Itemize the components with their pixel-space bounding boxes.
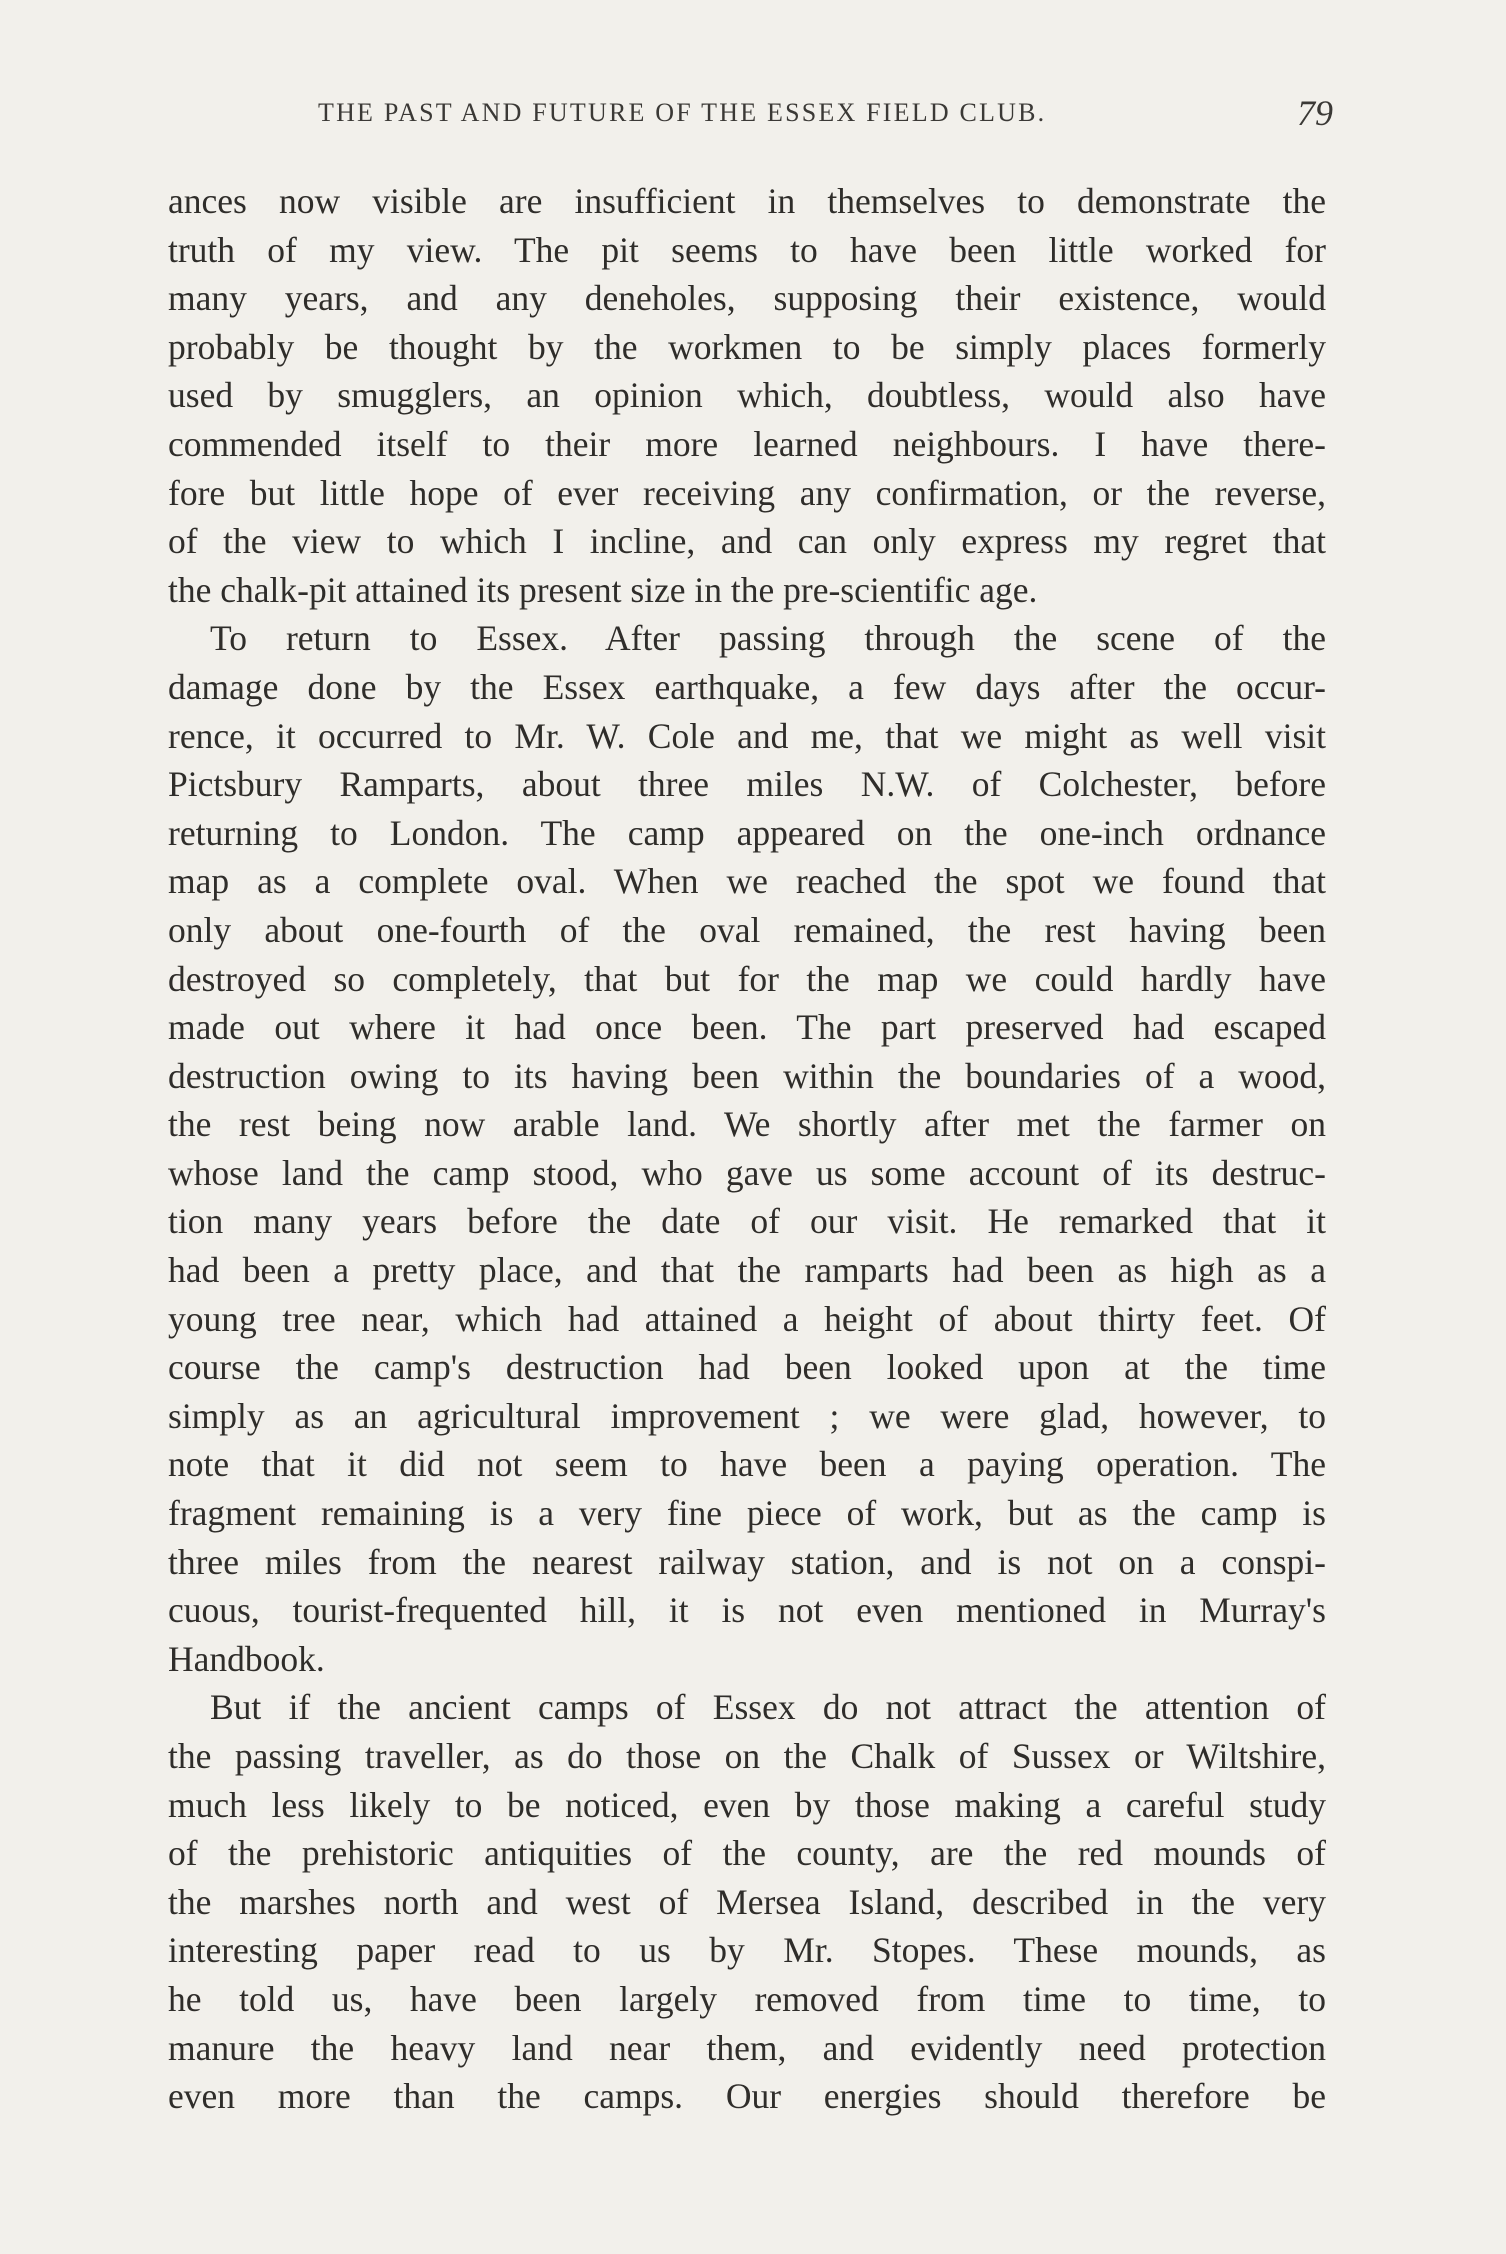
text-line: map as a complete oval. When we reached the spot we found that [168,861,1326,902]
text-line: many years, and any deneholes, supposing their existence, would [168,278,1326,319]
text-line: three miles from the nearest railway station, and is not on a conspi- [168,1541,1326,1582]
text-line: interesting paper read to us by Mr. Stopes. These mounds, as [168,1930,1326,1971]
text-line: made out where it had once been. The part preserved had escaped [168,1007,1326,1048]
text-line: the marshes north and west of Mersea Island, described in the very [168,1881,1326,1922]
running-header [168,92,1343,136]
text-line: returning to London. The camp appeared on the one-inch ordnance [168,812,1326,853]
text-line: simply as an agricultural improvement ; we were glad, however, to [168,1395,1326,1436]
text-line: commended itself to their more learned neighbours. I have there- [168,423,1326,464]
text-line: of the prehistoric antiquities of the county, are the red mounds of [168,1833,1326,1874]
text-line: the passing traveller, as do those on the Chalk of Sussex or Wiltshire, [168,1736,1326,1776]
text-line: ances now visible are insufficient in themselves to demonstrate the [168,181,1326,221]
text-line: used by smugglers, an opinion which, doubtless, would also have [168,375,1326,416]
text-line: course the camp's destruction had been looked upon at the time [168,1347,1326,1388]
text-line: manure the heavy land near them, and evidently need protection [168,2027,1326,2068]
text-line: he told us, have been largely removed from time to time, to [168,1978,1326,2019]
page-number: 79 [1297,93,1333,133]
text-line: even more than the camps. Our energies should therefore be [168,2076,1326,2117]
text-line: note that it did not seem to have been a paying operation. The [168,1444,1326,1485]
text-line: whose land the camp stood, who gave us some account of its destruc- [168,1152,1326,1193]
text-line: To return to Essex. After passing through the scene of the [210,618,1326,659]
text-line: rence, it occurred to Mr. W. Cole and me, that we might as well visit [168,715,1326,756]
text-line: probably be thought by the workmen to be simply places formerly [168,326,1326,367]
text-line: destroyed so completely, that but for the map we could hardly have [168,958,1326,999]
text-line: fore but little hope of ever receiving any confirmation, or the reverse, [168,472,1326,513]
text-line: damage done by the Essex earthquake, a few days after the occur- [168,666,1326,707]
running-title: THE PAST AND FUTURE OF THE ESSEX FIELD CLUB. [318,98,1047,127]
text-line: Handbook. [168,1638,325,1679]
text-line: truth of my view. The pit seems to have been little worked for [168,229,1326,270]
text-line: only about one-fourth of the oval remained, the rest having been [168,909,1326,950]
text-line: the rest being now arable land. We shortly after met the farmer on [168,1104,1326,1145]
body-text [168,177,1326,2121]
text-line: much less likely to be noticed, even by those making a careful study [168,1784,1326,1825]
text-line: the chalk-pit attained its present size in the pre-scientific age. [168,569,1038,610]
text-line: tion many years before the date of our visit. He remarked that it [168,1201,1326,1242]
text-line: had been a pretty place, and that the ramparts had been as high as a [168,1250,1326,1291]
text-line: But if the ancient camps of Essex do not attract the attention of [210,1687,1326,1728]
text-line: young tree near, which had attained a height of about thirty feet. Of [168,1298,1326,1339]
text-line: destruction owing to its having been within the boundaries of a wood, [168,1055,1326,1096]
text-line: fragment remaining is a very fine piece of work, but as the camp is [168,1493,1326,1534]
text-line: of the view to which I incline, and can only express my regret that [168,521,1326,562]
text-line: Pictsbury Ramparts, about three miles N.W. of Colchester, before [168,764,1326,805]
text-line: cuous, tourist-frequented hill, it is not even mentioned in Murray's [168,1590,1326,1631]
